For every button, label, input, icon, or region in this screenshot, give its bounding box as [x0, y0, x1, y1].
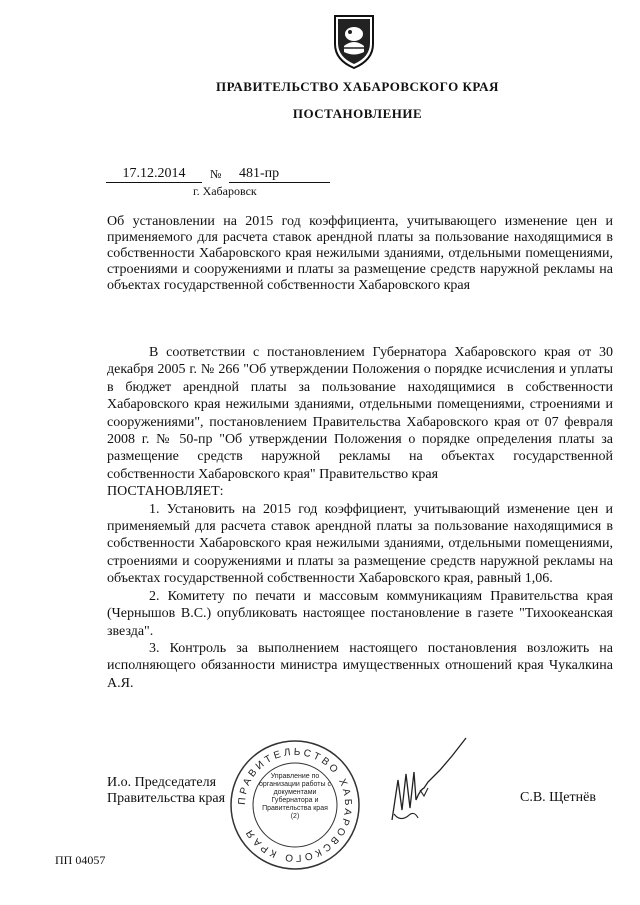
- government-name: ПРАВИТЕЛЬСТВО ХАБАРОВСКОГО КРАЯ: [216, 79, 499, 94]
- document-body: [107, 344, 613, 692]
- coat-of-arms-icon: [329, 12, 379, 70]
- signatory-name: С.В. Щетнёв: [520, 790, 596, 805]
- signatory-position-line-1: И.о. Председателя: [107, 775, 217, 790]
- resolves-line: ПОСТАНОВЛЯЕТ:: [107, 484, 224, 500]
- signatory-position: [107, 775, 225, 807]
- item-1-paragraph: 1. Установить на 2015 год коэффициент, учитывающий изменение цен и применяемый для расчета ставок арендной платы за пользование находящимися в собственности Хабаровского края нежилыми зданиями, отдельными помещениями, строениями и сооружениями и платы за размещение средств наружной рекламы на объектах государственной собственности Хабаровского края, равный 1,06.: [107, 501, 613, 587]
- official-stamp-icon: [228, 738, 362, 872]
- document-city: г. Хабаровск: [193, 184, 257, 198]
- document-title: Об установлении на 2015 год коэффициента, учитывающего изменение цен и применяемого для расчета ставок арендной платы за пользование находящимися в собственности Хабаровского края нежилыми зданиями, отдельными помещениями, строениями и сооружениями и платы за размещение средств наружной рекламы на объектах государственной собственности Хабаровского края: [107, 214, 613, 293]
- handwritten-signature-icon: [380, 730, 480, 840]
- document-date: 17.12.2014: [106, 165, 202, 183]
- document-code: ПП 04057: [55, 853, 106, 867]
- signatory-position-line-2: Правительства края: [107, 791, 226, 806]
- document-number: 481-пр: [229, 165, 330, 183]
- stamp-center-text: Управление по организации работы с документами Губернатора и Правительства края (2): [259, 773, 331, 820]
- preamble-paragraph: В соответствии с постановлением Губернатора Хабаровского края от 30 декабря 2005 г. № 266 "Об утверждении Положения о порядке исчисления и уплаты в бюджет арендной платы за пользование находящимися в собственности Хабаровского края нежилыми зданиями, отдельными помещениями, строениями и сооружениями", постановлением Правительства Хабаровского края от 07 февраля 2008 г. № 50-пр "Об утверждении Положения о порядке определения платы за размещение средств наружной рекламы на объектах государственной собственности Хабаровского края" Правительство края: [107, 345, 613, 482]
- stamp-ring-text: ПРАВИТЕЛЬСТВО ХАБАРОВСКОГО КРАЯ: [236, 746, 354, 864]
- item-2-paragraph: 2. Комитету по печати и массовым коммуникациям Правительства края (Чернышов В.С.) опубликовать настоящее постановление в газете "Тихоокеанская звезда".: [107, 588, 613, 639]
- number-sign: №: [210, 167, 222, 181]
- document-type: ПОСТАНОВЛЕНИЕ: [292, 106, 423, 121]
- item-3-paragraph: 3. Контроль за выполнением настоящего постановления возложить на исполняющего обязанности министра имущественных отношений края Чукалкина А.Я.: [107, 640, 613, 691]
